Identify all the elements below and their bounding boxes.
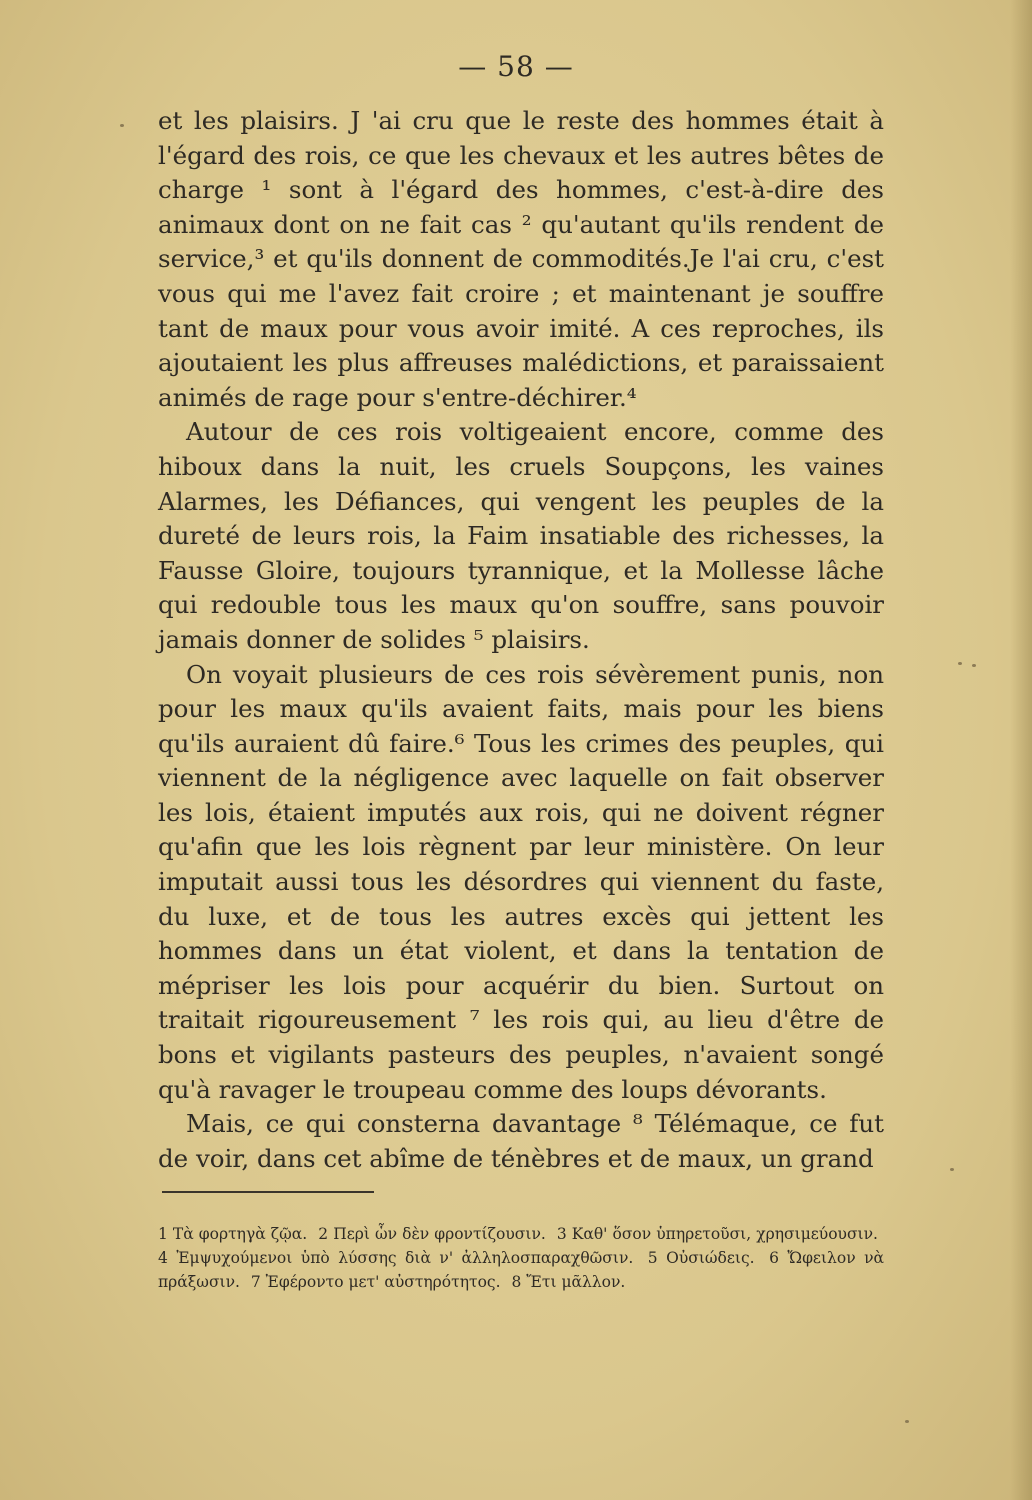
footnote: 8 Ἔτι μᾶλλον.	[511, 1273, 626, 1291]
paragraph: et les plaisirs. J 'ai cru que le reste des hommes était à l'égard des rois, ce que les chevaux et les autres bêtes de charge ¹ sont à l'égard des hommes, c'est-à-dire des animaux dont on ne fait cas ² qu'autant qu'ils rendent de service,³ et qu'ils donnent de commodités.Je l'ai cru, c'est vous qui me l'avez fait croire ; et maintenant je souffre tant de maux pour vous avoir imité. A ces reproches, ils ajoutaient les plus affreuses malédictions, et paraissaient animés de rage pour s'entre-déchirer.⁴	[158, 106, 884, 412]
page-edge-shadow	[1010, 0, 1032, 1500]
footnote: 5 Οὐσιώδεις.	[647, 1249, 755, 1267]
paragraph: Autour de ces rois voltigeaient encore, comme des hiboux dans la nuit, les cruels Soupçons, les vaines Alarmes, les Défiances, qui vengent les peuples de la dureté de leurs rois, la Faim insatiable des richesses, la Fausse Gloire, toujours tyrannique, et la Mollesse lâche qui redouble tous les maux qu'on souffre, sans pouvoir jamais donner de solides ⁵ plaisirs.	[158, 417, 884, 654]
paper-speck	[950, 1168, 954, 1171]
paper-speck	[958, 662, 962, 665]
paragraph: On voyait plusieurs de ces rois sévèrement punis, non pour les maux qu'ils avaient faits, mais pour les biens qu'ils auraient dû faire.⁶ Tous les crimes des peuples, qui viennent de la négligence avec laquelle on fait observer les lois, étaient imputés aux rois, qui ne doivent régner qu'afin que les lois règnent par leur ministère. On leur imputait aussi tous les désordres qui viennent du faste, du luxe, et de tous les autres excès qui jettent les hommes dans un état violent, et dans la tentation de mépriser les lois pour acquérir du bien. Surtout on traitait rigoureusement ⁷ les rois qui, au lieu d'être de bons et vigilants pasteurs des peuples, n'avaient songé qu'à ravager le troupeau comme des loups dévorants.	[158, 659, 884, 1104]
paragraph: Mais, ce qui consterna davantage ⁸ Télémaque, ce fut de voir, dans cet abîme de ténèbres et de maux, un grand	[158, 1109, 884, 1173]
main-text	[158, 104, 884, 1176]
paper-speck	[120, 124, 124, 127]
paper-speck	[972, 664, 976, 667]
footnote: 3 Καθ' ὅσον ὑπηρετοῦσι, χρησιμεύουσιν.	[556, 1225, 878, 1243]
footnote-divider	[162, 1191, 374, 1193]
footnote: 1 Τὰ φορτηγὰ ζῷα.	[158, 1225, 308, 1243]
footnote: 4 Ἐμψυχούμενοι ὑπὸ λύσσης διὰ ν' ἀλληλοσπαραχθῶσιν.	[158, 1249, 634, 1267]
footnote: 6 Ὤφειλον νὰ πράξωσιν.	[158, 1249, 884, 1291]
page-number: — 58 —	[458, 50, 574, 83]
footnote: 7 Ἐφέροντο μετ' αὐστηρότητος.	[250, 1273, 501, 1291]
footnote: 2 Περὶ ὧν δὲν φροντίζουσιν.	[318, 1225, 546, 1243]
paper-speck	[905, 1420, 909, 1423]
footnotes	[158, 1222, 884, 1294]
